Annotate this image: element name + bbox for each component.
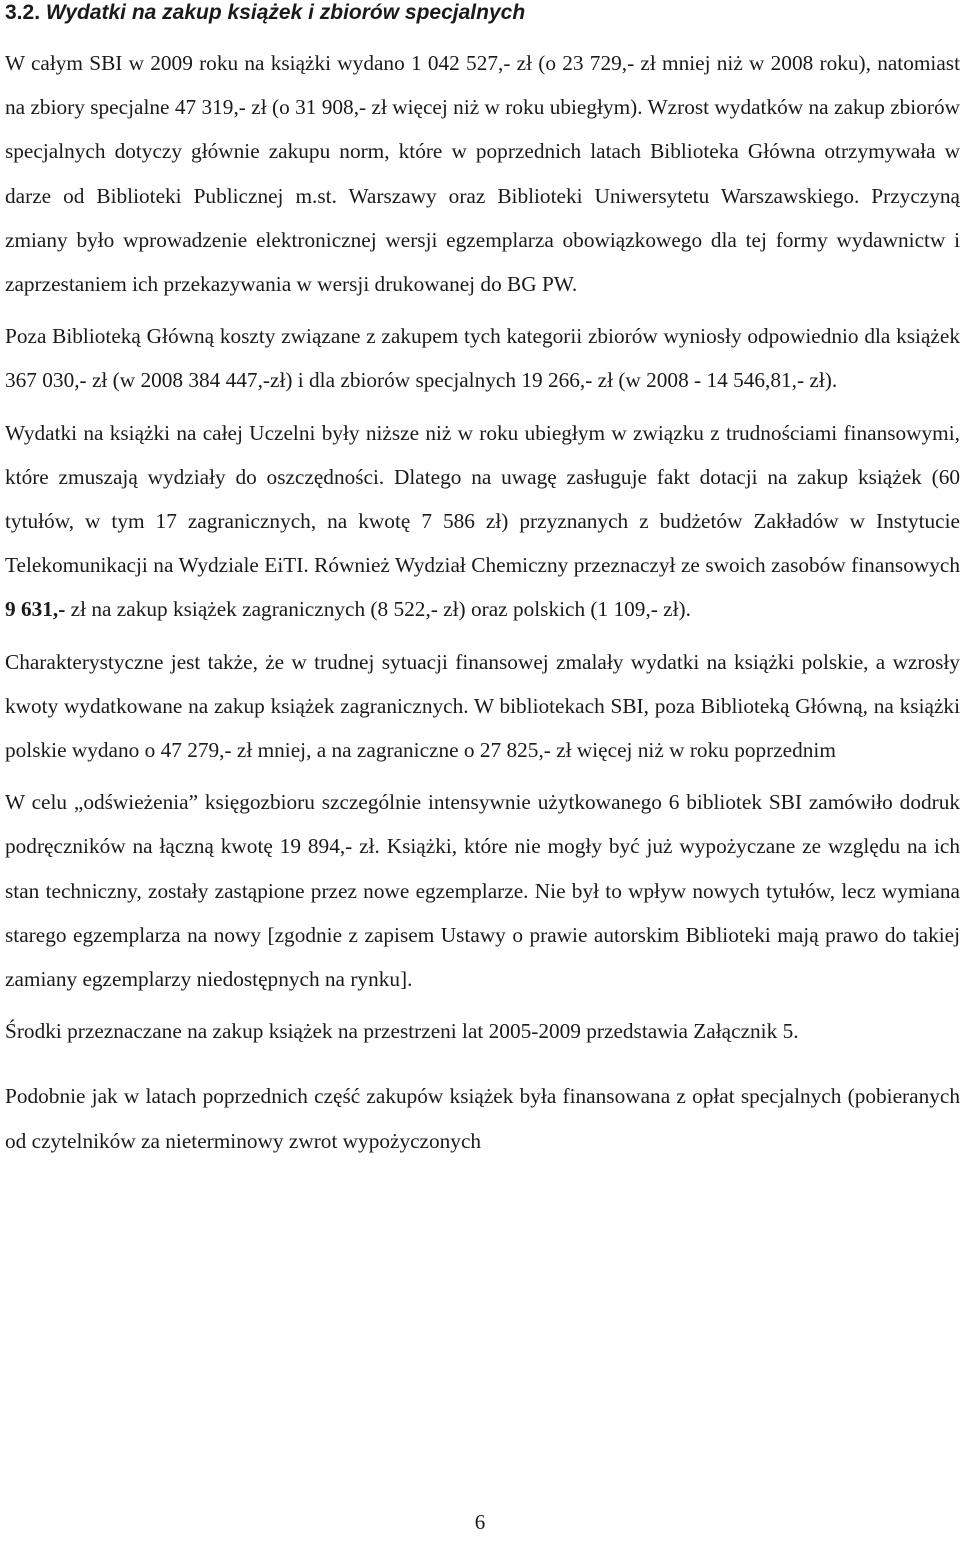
paragraph-book-expenses: W całym SBI w 2009 roku na książki wydano 1 042 527,- zł (o 23 729,- zł mniej niż w 2008 roku), natomiast na zbiory specjalne 47 319,- zł (o 31 908,- zł więcej niż w roku ubiegłym). Wzrost wydatków na zakup zbiorów specjalnych dotyczy głównie zakupu norm, które w poprzednich latach Biblioteka Główna otrzymywała w darze od Biblioteki Publicznej m.st. Warszawy oraz Biblioteki Uniwersytetu Warszawskiego. Przyczyną zmiany było wprowadzenie elektronicznej wersji egzemplarza obowiązkowego dla tej formy wydawnictw i zaprzestaniem ich przekazywania w wersji drukowanej do BG PW. [5, 51, 960, 297]
bold-amount: 9 631,- [5, 597, 66, 622]
paragraph-text-part: Wydatki na książki na całej Uczelni były niższe niż w roku ubiegłym w związku z trudnościami finansowymi, które zmuszają wydziały do oszczędności. Dlatego na uwagę zasługuje fakt dotacji na zakup książek (60 tytułów, w tym 17 zagranicznych, na kwotę 7 586 zł) przyznanych z budżetów Zakładów w Instytucie Telekomunikacji na Wydziale EiTI. Również Wydział Chemiczny przeznaczył ze swoich zasobów finansowych [5, 420, 960, 578]
section-title: Wydatki na zakup książek i zbiorów specjalnych [45, 1, 526, 24]
document-page [5, 0, 960, 1163]
paragraph-textbook-reprints: W celu „odświeżenia” księgozbioru szczególnie intensywnie użytkowanego 6 bibliotek SBI zamówiło dodruk podręczników na łączną kwotę 19 894,- zł. Książki, które nie mogły być już wypożyczane ze względu na ich stan techniczny, zostały zastąpione przez nowe egzemplarze. Nie był to wpływ nowych tytułów, lecz wymiana starego egzemplarza na nowy [zgodnie z zapisem Ustawy o prawie autorskim Biblioteki mają prawo do takiej zamiany egzemplarzy niedostępnych na rynku]. [5, 790, 960, 992]
page-number: 6 [474, 1510, 486, 1534]
paragraph-polish-vs-foreign-books: Charakterystyczne jest także, że w trudnej sytuacji finansowej zmalały wydatki na książki polskie, a wzrosły kwoty wydatkowane na zakup książek zagranicznych. W bibliotekach SBI, poza Biblioteką Główną, na książki polskie wydano o 47 279,- zł mniej, a na zagraniczne o 27 825,- zł więcej niż w roku poprzednim [5, 649, 960, 763]
section-number: 3.2. [5, 1, 41, 24]
paragraph-text-part: zł na zakup książek zagranicznych (8 522,- zł) oraz polskich (1 109,- zł). [65, 597, 691, 622]
paragraph-other-libraries-costs: Poza Biblioteką Główną koszty związane z zakupem tych kategorii zbiorów wyniosły odpowiednio dla książek 367 030,- zł (w 2008 384 447,-zł) i dla zbiorów specjalnych 19 266,- zł (w 2008 - 14 546,81,- zł). [5, 324, 960, 393]
paragraph-university-book-spending [5, 411, 960, 632]
section-heading [5, 0, 960, 26]
paragraph-fees-financing: Podobnie jak w latach poprzednich część zakupów książek była finansowana z opłat specjalnych (pobieranych od czytelników za nieterminowy zwrot wypożyczonych [5, 1084, 960, 1153]
paragraph-attachment-reference: Środki przeznaczane na zakup książek na przestrzeni lat 2005-2009 przedstawia Załącznik 5. [5, 1019, 799, 1044]
